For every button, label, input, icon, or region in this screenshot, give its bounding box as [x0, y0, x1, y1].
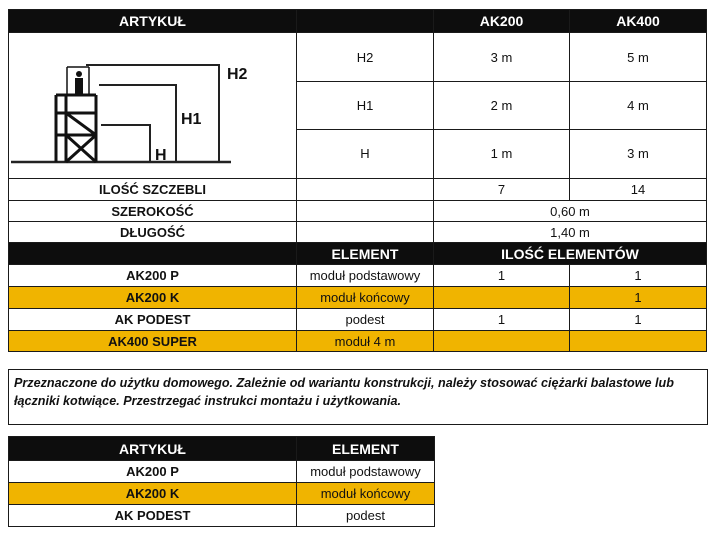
height-label-h2: H2: [297, 33, 434, 82]
element-header-ilosc: ILOŚĆ ELEMENTÓW: [434, 243, 707, 265]
small-row-name: AK200 P: [9, 461, 297, 483]
small-header-element: ELEMENT: [297, 437, 435, 461]
small-row-name: AK PODEST: [9, 505, 297, 527]
height-label-h1: H1: [297, 82, 434, 130]
small-row-element: podest: [297, 505, 435, 527]
element-header-empty: [9, 243, 297, 265]
height-ak400-h2: 5 m: [570, 33, 707, 82]
diagram-label-h1: H1: [181, 111, 202, 128]
height-ak400-h: 3 m: [570, 129, 707, 178]
ilosc-szczebli-ak400: 14: [570, 179, 707, 201]
element-row-ak400: 1: [570, 309, 707, 331]
dlugosc-value: 1,40 m: [434, 222, 707, 243]
element-row-ak400: [570, 331, 707, 352]
small-row-element: moduł końcowy: [297, 483, 435, 505]
small-row-element: moduł podstawowy: [297, 461, 435, 483]
header-artykul: ARTYKUŁ: [9, 10, 297, 33]
szerokosc-value: 0,60 m: [434, 201, 707, 222]
specification-table: [8, 9, 707, 352]
szerokosc-label: SZEROKOŚĆ: [9, 201, 297, 222]
height-ak200-h1: 2 m: [434, 82, 570, 130]
element-row-ak400: 1: [570, 265, 707, 287]
height-label-h: H: [297, 129, 434, 178]
scaffold-illustration: [9, 33, 297, 175]
header-ak400: AK400: [570, 10, 707, 33]
element-row-ak200: [434, 331, 570, 352]
scaffold-diagram: [9, 33, 297, 179]
element-table: [8, 436, 435, 527]
element-row-ak400: 1: [570, 287, 707, 309]
ilosc-szczebli-ak200: 7: [434, 179, 570, 201]
element-row-ak200: [434, 287, 570, 309]
szerokosc-empty: [297, 201, 434, 222]
element-row-name: AK200 K: [9, 287, 297, 309]
dlugosc-label: DŁUGOŚĆ: [9, 222, 297, 243]
element-row-name: AK PODEST: [9, 309, 297, 331]
small-header-artykul: ARTYKUŁ: [9, 437, 297, 461]
diagram-label-h: H: [155, 147, 167, 164]
element-row-element: podest: [297, 309, 434, 331]
height-ak200-h: 1 m: [434, 129, 570, 178]
height-ak400-h1: 4 m: [570, 82, 707, 130]
usage-note: Przeznaczone do użytku domowego. Zależnie od wariantu konstrukcji, należy stosować ciężarki balastowe lub łączniki kotwiące. Przestrzegać instrukci montażu i użytkowania.: [8, 369, 708, 425]
ilosc-szczebli-empty: [297, 179, 434, 201]
element-row-name: AK200 P: [9, 265, 297, 287]
element-row-ak200: 1: [434, 309, 570, 331]
element-row-element: moduł podstawowy: [297, 265, 434, 287]
ilosc-szczebli-label: ILOŚĆ SZCZEBLI: [9, 179, 297, 201]
element-header-element: ELEMENT: [297, 243, 434, 265]
header-ak200: AK200: [434, 10, 570, 33]
header-empty: [297, 10, 434, 33]
small-row-name: AK200 K: [9, 483, 297, 505]
element-row-name: AK400 SUPER: [9, 331, 297, 352]
element-row-element: moduł 4 m: [297, 331, 434, 352]
height-ak200-h2: 3 m: [434, 33, 570, 82]
element-row-ak200: 1: [434, 265, 570, 287]
dlugosc-empty: [297, 222, 434, 243]
element-row-element: moduł końcowy: [297, 287, 434, 309]
diagram-label-h2: H2: [227, 66, 248, 83]
